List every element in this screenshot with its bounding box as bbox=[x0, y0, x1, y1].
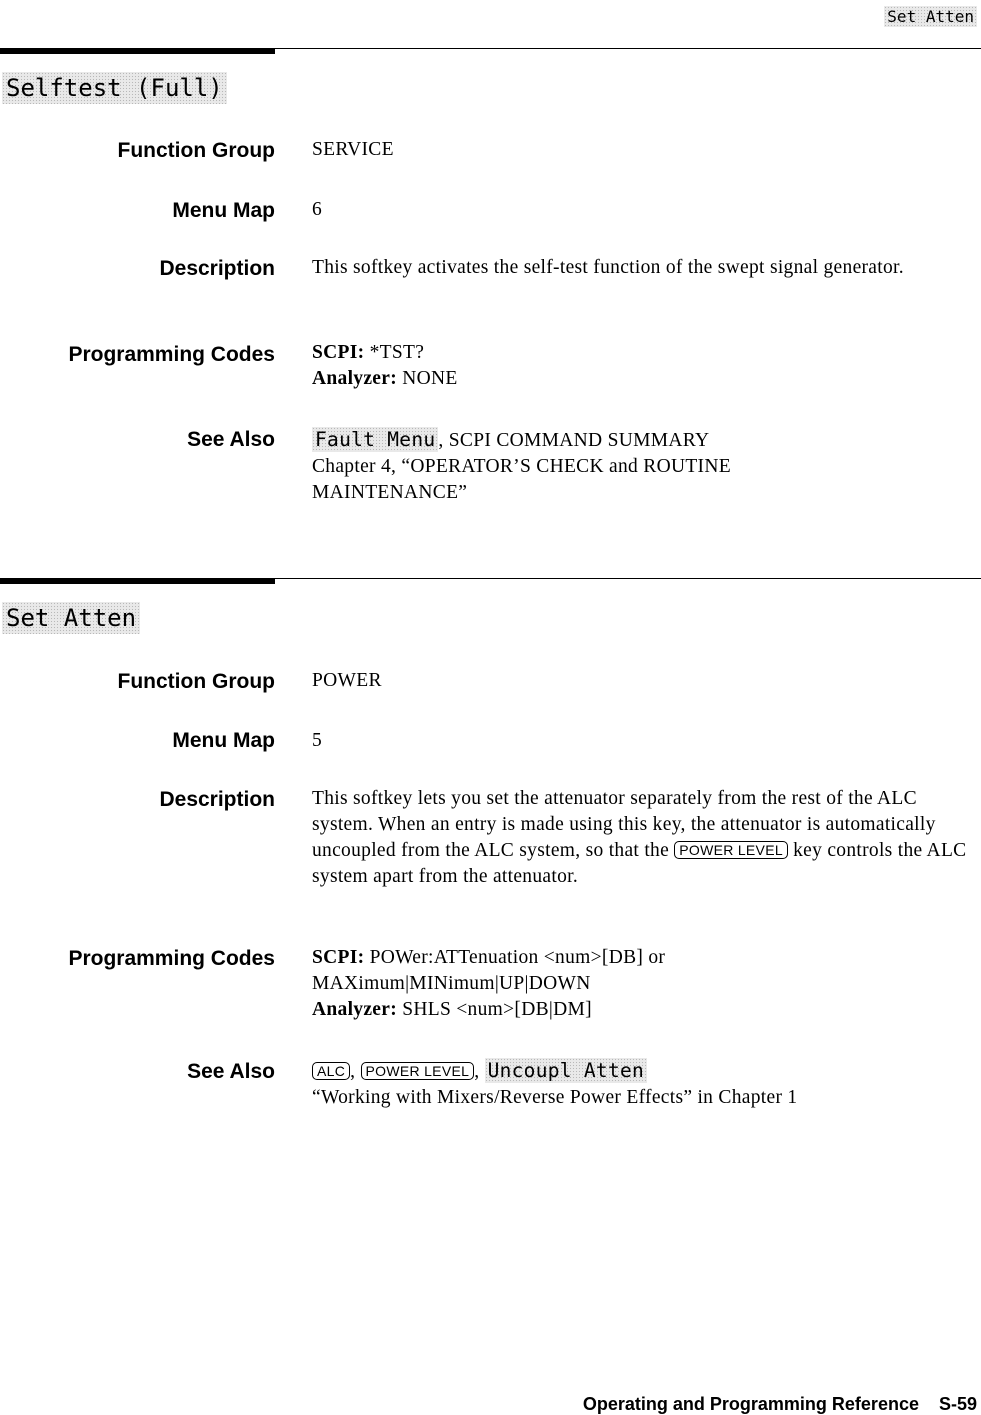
page-footer bbox=[583, 1394, 977, 1415]
analyzer-value: NONE bbox=[402, 368, 458, 389]
analyzer-label: Analyzer: bbox=[312, 999, 398, 1020]
see-also-line bbox=[312, 427, 872, 454]
analyzer-label: Analyzer: bbox=[312, 368, 398, 389]
programming-codes-label: Programming Codes bbox=[68, 947, 275, 970]
see-also-label: See Also bbox=[187, 1060, 275, 1083]
section-rule-thin bbox=[275, 48, 981, 49]
function-group-label: Function Group bbox=[117, 670, 275, 693]
fault-menu-softkey[interactable]: Fault Menu bbox=[312, 427, 438, 452]
alc-key[interactable]: ALC bbox=[312, 1062, 350, 1080]
menu-map-label: Menu Map bbox=[172, 199, 275, 222]
see-also-text bbox=[312, 1058, 967, 1111]
footer-section-title: Operating and Programming Reference bbox=[582, 1394, 919, 1414]
description-text-end: key controls the ALC system apart from the attenuator. bbox=[312, 840, 967, 887]
description-label: Description bbox=[159, 257, 275, 280]
menu-map-value: 6 bbox=[312, 199, 323, 220]
scpi-value: *TST? bbox=[369, 342, 425, 363]
see-also-chapter-ref: “Working with Mixers/Reverse Power Effects” in Chapter 1 bbox=[312, 1087, 798, 1108]
section-rule-thin bbox=[275, 578, 981, 579]
scpi-label: SCPI: bbox=[312, 947, 365, 968]
scpi-label: SCPI: bbox=[312, 342, 365, 363]
section-rule-thick bbox=[0, 578, 275, 584]
description-text bbox=[312, 786, 967, 890]
see-also-refs: , SCPI COMMAND SUMMARY bbox=[438, 430, 710, 451]
section-rule-thick bbox=[0, 48, 275, 54]
see-also-chapter-ref: Chapter 4, “OPERATOR’S CHECK and ROUTINE MAINTENANCE” bbox=[312, 456, 731, 503]
analyzer-value: SHLS <num>[DB|DM] bbox=[402, 999, 592, 1020]
see-also-separator: , bbox=[474, 1061, 480, 1082]
description-text-start: This softkey lets you set the attenuator separately from the rest of the ALC system. When an entry is made using this key, the attenuator is automatically uncoupled from the ALC system, so that the bbox=[312, 788, 936, 861]
description-text: This softkey activates the self-test function of the swept signal generator. bbox=[312, 257, 904, 278]
programming-codes bbox=[312, 945, 752, 1023]
analyzer-line bbox=[312, 366, 967, 392]
see-also-separator: , bbox=[350, 1061, 356, 1082]
see-also-line bbox=[312, 1058, 967, 1085]
function-group-value: POWER bbox=[312, 670, 382, 691]
function-group-label: Function Group bbox=[117, 139, 275, 162]
programming-codes bbox=[312, 340, 967, 392]
see-also-label: See Also bbox=[187, 428, 275, 451]
power-level-key[interactable]: POWER LEVEL bbox=[361, 1062, 475, 1080]
scpi-line bbox=[312, 945, 752, 997]
uncoupl-atten-softkey[interactable]: Uncoupl Atten bbox=[485, 1058, 648, 1083]
description-label: Description bbox=[159, 788, 275, 811]
running-head: Set Atten bbox=[884, 6, 977, 27]
menu-map-value: 5 bbox=[312, 730, 323, 751]
entry-title: Selftest (Full) bbox=[2, 72, 227, 104]
programming-codes-label: Programming Codes bbox=[68, 343, 275, 366]
scpi-value: POWer:ATTenuation <num>[DB] or MAXimum|MINimum|UP|DOWN bbox=[312, 947, 666, 994]
entry-title: Set Atten bbox=[2, 602, 140, 634]
see-also-text bbox=[312, 427, 872, 506]
page-number: S-59 bbox=[938, 1394, 977, 1414]
menu-map-label: Menu Map bbox=[172, 729, 275, 752]
scpi-line bbox=[312, 340, 967, 366]
power-level-key[interactable]: POWER LEVEL bbox=[674, 841, 788, 859]
analyzer-line bbox=[312, 997, 752, 1023]
function-group-value: SERVICE bbox=[312, 139, 394, 160]
